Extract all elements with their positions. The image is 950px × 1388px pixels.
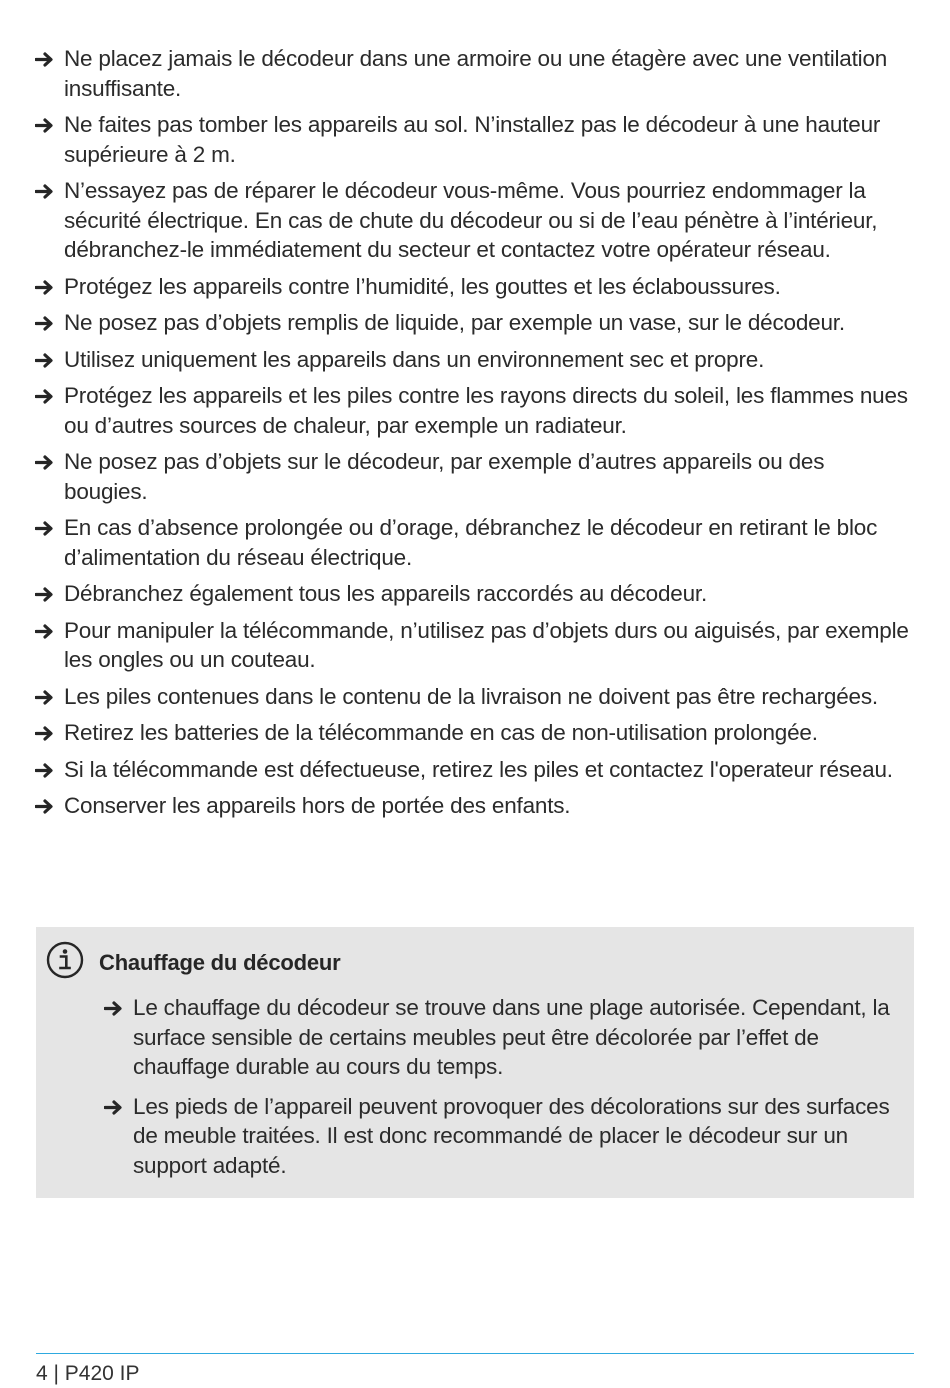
list-item-text: Ne posez pas d’objets sur le décodeur, par exemple d’autres appareils ou des bougies. (64, 449, 825, 504)
list-item-text: Protégez les appareils et les piles contre les rayons directs du soleil, les flammes nues ou d’autres sources de chaleur, par exemple un radiateur. (64, 383, 908, 438)
page-number: 4 | P420 IP (36, 1362, 140, 1385)
list-item (33, 345, 913, 375)
arrow-right-icon (35, 624, 54, 639)
list-item-text: Les pieds de l’appareil peuvent provoquer des décolorations sur des surfaces de meuble traitées. Il est donc recommandé de placer le décodeur sur un support adapté. (133, 1093, 890, 1178)
arrow-right-icon (104, 1001, 123, 1016)
list-item-text: Ne posez pas d’objets remplis de liquide, par exemple un vase, sur le décodeur. (64, 310, 845, 335)
arrow-right-icon (35, 587, 54, 602)
list-item (33, 513, 913, 572)
info-box-title: Chauffage du décodeur (99, 950, 341, 975)
list-item-text: Ne placez jamais le décodeur dans une armoire ou une étagère avec une ventilation insuffisante. (64, 46, 888, 101)
list-item (33, 110, 913, 169)
list-item-text: Utilisez uniquement les appareils dans un environnement sec et propre. (64, 346, 765, 372)
list-item-text: Conserver les appareils hors de portée des enfants. (64, 793, 571, 818)
footer-divider (36, 1353, 914, 1354)
list-item (102, 1092, 902, 1181)
arrow-right-icon (35, 521, 54, 536)
list-item-text: Ne faites pas tomber les appareils au sol. N’installez pas le décodeur à une hauteur supérieure à 2 m. (64, 112, 881, 167)
info-icon (45, 940, 85, 980)
list-item-text: N’essayez pas de réparer le décodeur vous-même. Vous pourriez endommager la sécurité électrique. En cas de chute du décodeur ou si de l’eau pénètre à l’intérieur, débranchez-le immédiatement du secteur et contactez votre opérateur réseau. (64, 178, 878, 262)
list-item (33, 44, 913, 103)
list-item (33, 616, 913, 675)
list-item-text: Les piles contenues dans le contenu de la livraison ne doivent pas être rechargées. (64, 683, 878, 709)
list-item (33, 755, 913, 785)
list-item (33, 381, 913, 440)
arrow-right-icon (35, 690, 54, 705)
list-item (33, 579, 913, 609)
info-box-list (102, 993, 902, 1190)
list-item-text: Débranchez également tous les appareils raccordés au décodeur. (64, 581, 708, 606)
list-item (33, 718, 913, 748)
list-item-text: Pour manipuler la télécommande, n’utilisez pas d’objets durs ou aiguisés, par exemple les ongles ou un couteau. (64, 617, 909, 672)
arrow-right-icon (35, 726, 54, 741)
list-item (102, 993, 902, 1082)
arrow-right-icon (35, 353, 54, 368)
list-item-text: Le chauffage du décodeur se trouve dans une plage autorisée. Cependant, la surface sensible de certains meubles peut être décolorée par l’effet de chauffage durable au cours du temps. (133, 995, 890, 1079)
arrow-right-icon (35, 118, 54, 133)
list-item-text: Si la télécommande est défectueuse, retirez les piles et contactez l'operateur réseau. (64, 756, 893, 782)
arrow-right-icon (35, 763, 54, 778)
list-item (33, 682, 913, 712)
arrow-right-icon (104, 1100, 123, 1115)
list-item-text: En cas d’absence prolongée ou d’orage, débranchez le décodeur en retirant le bloc d’alimentation du réseau électrique. (64, 515, 878, 570)
list-item-text: Retirez les batteries de la télécommande en cas de non-utilisation prolongée. (64, 720, 818, 745)
list-item (33, 447, 913, 506)
arrow-right-icon (35, 52, 54, 67)
list-item (33, 176, 913, 265)
arrow-right-icon (35, 280, 54, 295)
arrow-right-icon (35, 389, 54, 404)
arrow-right-icon (35, 316, 54, 331)
list-item (33, 272, 913, 302)
list-item (33, 791, 913, 821)
safety-instructions-list (33, 44, 913, 828)
list-item-text: Protégez les appareils contre l’humidité, les gouttes et les éclaboussures. (64, 273, 781, 299)
list-item (33, 308, 913, 338)
arrow-right-icon (35, 799, 54, 814)
arrow-right-icon (35, 184, 54, 199)
info-box (36, 927, 914, 1198)
arrow-right-icon (35, 455, 54, 470)
